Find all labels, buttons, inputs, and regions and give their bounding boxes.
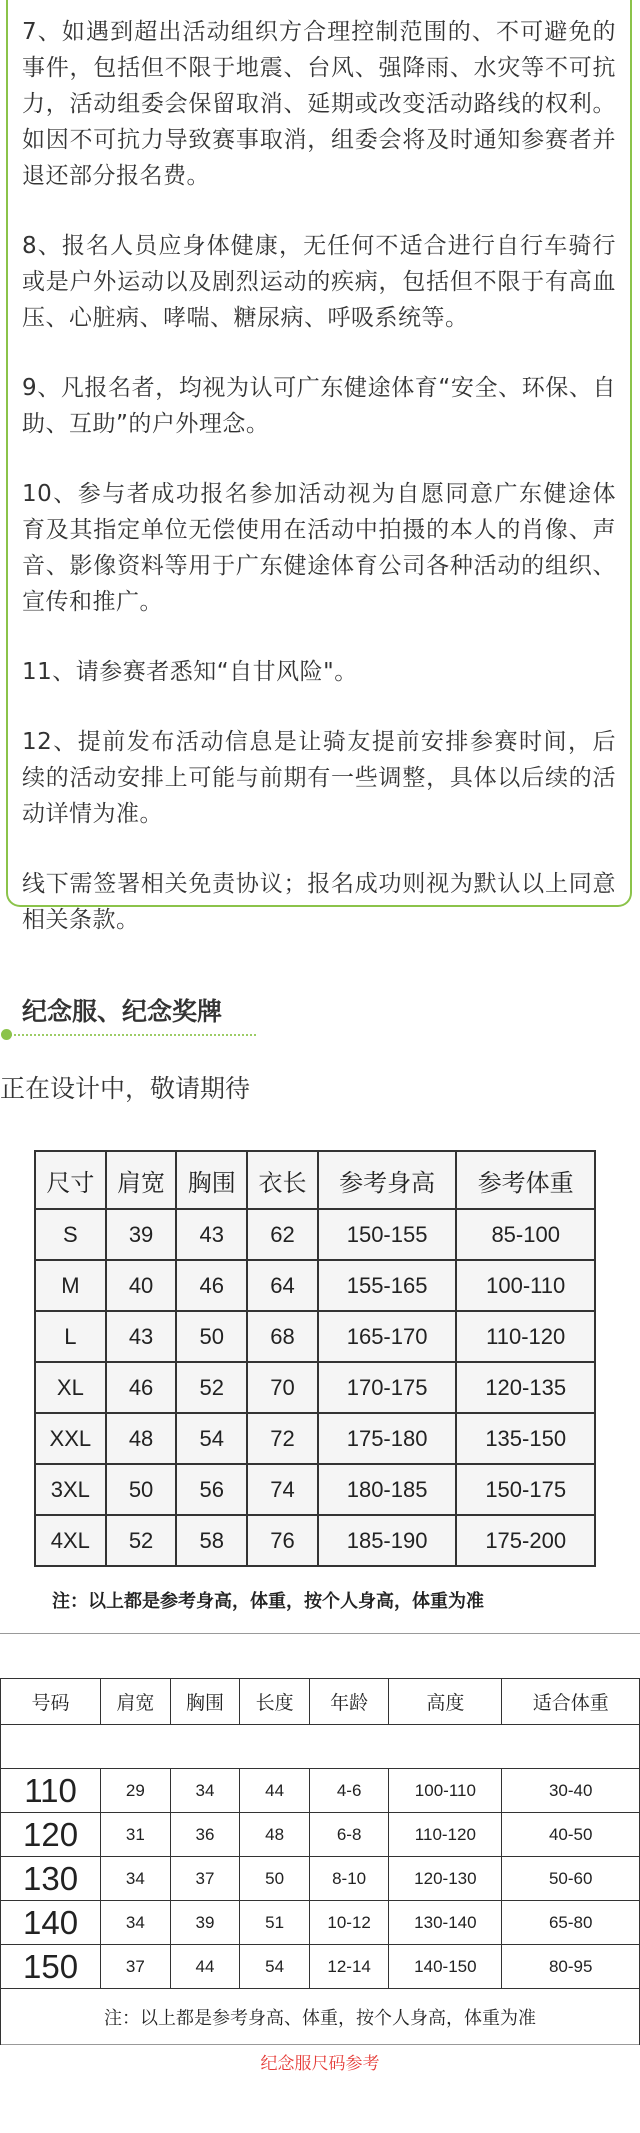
table-cell: 80-95 [502,1945,640,1989]
table-header-cell: 胸围 [176,1151,247,1209]
table-cell: 44 [240,1769,310,1813]
table-header-cell: 衣长 [247,1151,318,1209]
section-dot-icon [1,1029,12,1040]
table-cell: 4-6 [309,1769,388,1813]
table-cell: 100-110 [456,1260,595,1311]
table-header-cell: 肩宽 [101,1679,171,1725]
table-cell: 62 [247,1209,318,1260]
table-cell: L [35,1311,106,1362]
table-header-cell: 肩宽 [106,1151,177,1209]
table-cell: 30-40 [502,1769,640,1813]
rule-8: 8、报名人员应身体健康，无任何不适合进行自行车骑行或是户外运动以及剧烈运动的疾病，包括但不限于有高血压、心脏病、哮喘、糖尿病、呼吸系统等。 [22,233,616,331]
adult-size-table [34,1150,596,1567]
table-cell: 51 [240,1901,310,1945]
table-cell: 3XL [35,1464,106,1515]
table-row [35,1209,595,1260]
table-cell: 120-135 [456,1362,595,1413]
table-cell: 44 [170,1945,240,1989]
table-cell: 85-100 [456,1209,595,1260]
table-header-cell: 适合体重 [502,1679,640,1725]
table-header-cell: 胸围 [170,1679,240,1725]
table-cell: 165-170 [318,1311,457,1362]
table-row [1,1769,640,1813]
table-cell: 54 [240,1945,310,1989]
rule-10: 10、参与者成功报名参加活动视为自愿同意广东健途体育及其指定单位无偿使用在活动中拍摄的本人的肖像、声音、影像资料等用于广东健途体育公司各种活动的组织、宣传和推广。 [22,481,616,615]
table-cell: 74 [247,1464,318,1515]
table-cell: 6-8 [309,1813,388,1857]
table-cell: 155-165 [318,1260,457,1311]
table-cell: 40-50 [502,1813,640,1857]
table-cell: 68 [247,1311,318,1362]
table-cell: 140 [1,1901,101,1945]
table-cell: 52 [176,1362,247,1413]
table-header-cell: 尺寸 [35,1151,106,1209]
table-cell: 52 [106,1515,177,1566]
table-row [1,1813,640,1857]
table-footer-row [1,1989,640,2046]
rule-9: 9、凡报名者，均视为认可广东健途体育“安全、环保、自助、互助”的户外理念。 [22,375,616,437]
table-header-cell: 高度 [389,1679,502,1725]
rule-12: 12、提前发布活动信息是让骑友提前安排参赛时间，后续的活动安排上可能与前期有一些调整，具体以后续的活动详情为准。 [22,729,616,827]
table-cell: 150-175 [456,1464,595,1515]
table-cell: 76 [247,1515,318,1566]
table-cell: 150 [1,1945,101,1989]
table-row [1,1901,640,1945]
table-cell: 65-80 [502,1901,640,1945]
table-cell: 37 [101,1945,171,1989]
table-cell: 185-190 [318,1515,457,1566]
table-cell: 34 [170,1769,240,1813]
table-cell: 140-150 [389,1945,502,1989]
table-cell: 180-185 [318,1464,457,1515]
table-cell: M [35,1260,106,1311]
table-spacer-row [1,1725,640,1769]
section-divider [6,1034,256,1036]
table-cell: 31 [101,1813,171,1857]
section-title: 纪念服、纪念奖牌 [22,997,223,1026]
table-row [35,1464,595,1515]
rule-7: 7、如遇到超出活动组织方合理控制范围的、不可避免的事件，包括但不限于地震、台风、强降雨、水灾等不可抗力，活动组委会保留取消、延期或改变活动路线的权利。如因不可抗力导致赛事取消，组委会将及时通知参赛者并退还部分报名费。 [22,19,616,189]
table-cell: 43 [106,1311,177,1362]
table-cell: 50 [176,1311,247,1362]
table-row [35,1362,595,1413]
table-cell: 110 [1,1769,101,1813]
table-cell: 58 [176,1515,247,1566]
table-cell: 50 [240,1857,310,1901]
table-cell: 50-60 [502,1857,640,1901]
table-cell: 43 [176,1209,247,1260]
table-cell: 110-120 [456,1311,595,1362]
table-cell: 46 [106,1362,177,1413]
image-caption: 纪念服尺码参考 [260,2054,380,2074]
table-row [1,1945,640,1989]
table-cell: 4XL [35,1515,106,1566]
table-cell: 46 [176,1260,247,1311]
table-cell: 54 [176,1413,247,1464]
table-row [35,1413,595,1464]
table-cell: 34 [101,1901,171,1945]
table-header-cell: 长度 [240,1679,310,1725]
table-cell: 150-155 [318,1209,457,1260]
table-cell: S [35,1209,106,1260]
table-cell: 37 [170,1857,240,1901]
table-cell: 36 [170,1813,240,1857]
table-cell: XXL [35,1413,106,1464]
adult-size-table-image [34,1150,596,1567]
table-row [35,1515,595,1566]
table-cell: 175-200 [456,1515,595,1566]
table-cell: 10-12 [309,1901,388,1945]
table-header-row [1,1679,640,1725]
table-cell: 120-130 [389,1857,502,1901]
rules-box [6,0,632,933]
table-cell: 34 [101,1857,171,1901]
table-cell: 39 [106,1209,177,1260]
table-cell: 130 [1,1857,101,1901]
table-cell: 175-180 [318,1413,457,1464]
design-note: 正在设计中，敬请期待 [0,1074,251,1103]
table-cell: 12-14 [309,1945,388,1989]
table-header-cell: 参考身高 [318,1151,457,1209]
table-cell: 40 [106,1260,177,1311]
table-row [35,1260,595,1311]
table-header-row [35,1151,595,1209]
table-cell: XL [35,1362,106,1413]
table-cell: 48 [240,1813,310,1857]
table-row [1,1857,640,1901]
table-cell: 72 [247,1413,318,1464]
table-cell: 50 [106,1464,177,1515]
table-header-cell: 参考体重 [456,1151,595,1209]
table-cell: 110-120 [389,1813,502,1857]
table-cell: 29 [101,1769,171,1813]
table-header-cell: 年龄 [309,1679,388,1725]
table-row [35,1311,595,1362]
table-cell: 120 [1,1813,101,1857]
table-cell: 170-175 [318,1362,457,1413]
adult-table-note: 注：以上都是参考身高，体重，按个人身高，体重为准 [52,1591,484,1612]
rule-11: 11、请参赛者悉知“自甘风险"。 [22,659,358,685]
table-cell: 56 [176,1464,247,1515]
table-cell: 64 [247,1260,318,1311]
table-cell: 70 [247,1362,318,1413]
kids-size-table-image [0,1633,640,2045]
table-cell: 100-110 [389,1769,502,1813]
table-spacer-cell [1,1725,640,1769]
kids-table-note: 注：以上都是参考身高、体重，按个人身高，体重为准 [1,1989,640,2046]
table-cell: 39 [170,1901,240,1945]
disclaimer-note: 线下需签署相关免责协议；报名成功则视为默认以上同意相关条款。 [22,871,616,933]
table-cell: 48 [106,1413,177,1464]
table-header-cell: 号码 [1,1679,101,1725]
table-cell: 130-140 [389,1901,502,1945]
table-cell: 135-150 [456,1413,595,1464]
kids-size-table [0,1678,640,2045]
table-cell: 8-10 [309,1857,388,1901]
